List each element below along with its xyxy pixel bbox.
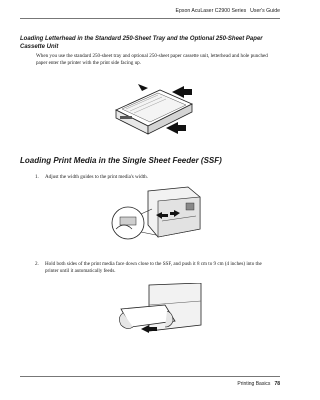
header-guide: User's Guide [250, 8, 280, 14]
page-header [176, 8, 280, 14]
footer-section: Printing Basics [237, 381, 271, 387]
paper-tray-illustration [102, 78, 198, 140]
page-footer [237, 381, 280, 387]
section-heading-ssf: Loading Print Media in the Single Sheet Feeder (SSF) [20, 156, 222, 165]
section-heading-letterhead: Loading Letterhead in the Standard 250-Sheet Tray and the Optional 250-Sheet Paper Cassette Unit [20, 36, 263, 50]
feed-paper-illustration [113, 283, 205, 340]
step-number: 1. [35, 174, 39, 180]
header-rule [20, 18, 280, 19]
step-text: Hold both sides of the print media face down close to the SSF, and push it 8 cm to 9 cm (4 inches) into the printer until it automatically feeds. [45, 261, 262, 274]
footer-rule [20, 376, 280, 377]
step-number: 2. [35, 261, 39, 267]
page-number: 78 [274, 381, 280, 387]
step-text: Adjust the width guides to the print media's width. [45, 174, 148, 180]
width-guide-illustration [110, 185, 206, 245]
header-product: Epson AcuLaser C2900 Series [175, 8, 247, 14]
section-paragraph: When you use the standard 250-sheet tray and optional 250-sheet paper cassette unit, letterhead and hole punched paper enter the printer with the print side facing up. [36, 53, 268, 66]
